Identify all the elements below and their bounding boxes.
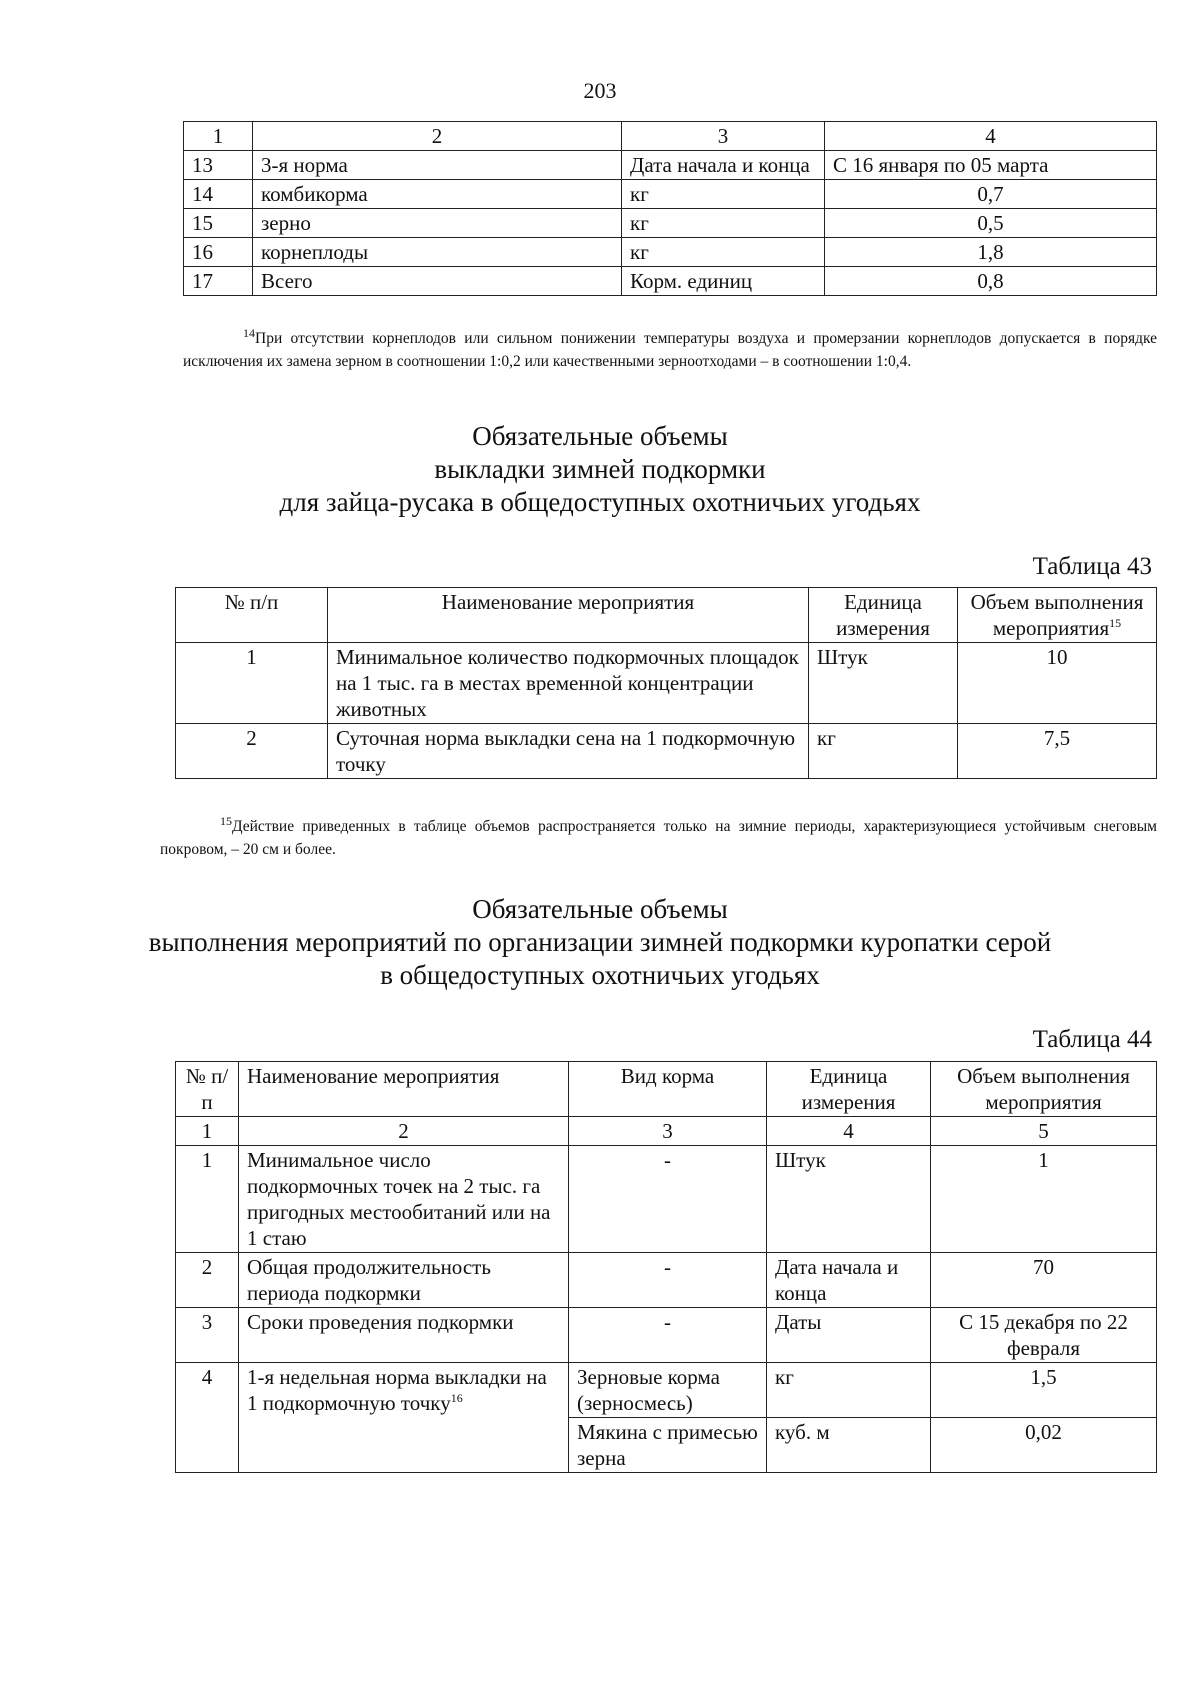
header-cell: № п/п bbox=[176, 588, 328, 643]
table-header-row bbox=[176, 588, 1157, 643]
table-44 bbox=[175, 1061, 1157, 1473]
table-cell: Зерновые корма (зерносмесь) bbox=[569, 1363, 767, 1418]
table-cell: 0,02 bbox=[931, 1418, 1157, 1473]
table-cell: 0,5 bbox=[825, 209, 1157, 238]
table-cell: 4 bbox=[176, 1363, 239, 1473]
table-43-label: Таблица 43 bbox=[1032, 553, 1152, 580]
table-cell: 14 bbox=[184, 180, 253, 209]
table-cell: 7,5 bbox=[958, 724, 1157, 779]
table-cell bbox=[239, 1363, 569, 1473]
table-cell: 1 bbox=[184, 122, 253, 151]
table-cell: 4 bbox=[767, 1117, 931, 1146]
table-cell: 3-я норма bbox=[253, 151, 622, 180]
table-cell: Дата начала и конца bbox=[622, 151, 825, 180]
table-cell: - bbox=[569, 1146, 767, 1253]
table-cell: Даты bbox=[767, 1308, 931, 1363]
heading-line: для зайца-русака в общедоступных охотничьих угодьях bbox=[279, 487, 921, 517]
table-cell: Общая продолжительность периода подкормки bbox=[239, 1253, 569, 1308]
table-cell: 10 bbox=[958, 643, 1157, 724]
table-cell: 3 bbox=[176, 1308, 239, 1363]
footnote-14 bbox=[183, 327, 1157, 373]
table-cell: Минимальное количество подкормочных площадок на 1 тыс. га в местах временной концентрации животных bbox=[328, 643, 809, 724]
table-cell: Мякина с примесью зерна bbox=[569, 1418, 767, 1473]
table-row bbox=[176, 1253, 1157, 1308]
table-cell: Дата начала и конца bbox=[767, 1253, 931, 1308]
footnote-mark: 14 bbox=[243, 325, 255, 340]
table-row bbox=[176, 1308, 1157, 1363]
table-cell: - bbox=[569, 1308, 767, 1363]
table-number-row bbox=[176, 1117, 1157, 1146]
header-cell: Единица измерения bbox=[809, 588, 958, 643]
table-row bbox=[176, 643, 1157, 724]
table-cell: кг bbox=[622, 180, 825, 209]
table-row bbox=[184, 209, 1157, 238]
table-cell: Минимальное число подкормочных точек на 2 тыс. га пригодных местообитаний или на 1 стаю bbox=[239, 1146, 569, 1253]
table-cell: 13 bbox=[184, 151, 253, 180]
table-cell: комбикорма bbox=[253, 180, 622, 209]
table-cell: 70 bbox=[931, 1253, 1157, 1308]
table-row bbox=[176, 1146, 1157, 1253]
table-cell: 3 bbox=[569, 1117, 767, 1146]
table-cell: 1,8 bbox=[825, 238, 1157, 267]
table-cell: кг bbox=[622, 238, 825, 267]
table-cell: 1 bbox=[176, 1117, 239, 1146]
table-row bbox=[184, 151, 1157, 180]
table-cell: Штук bbox=[767, 1146, 931, 1253]
table-cell: 4 bbox=[825, 122, 1157, 151]
header-cell bbox=[958, 588, 1157, 643]
table-cell: Штук bbox=[809, 643, 958, 724]
table-row bbox=[184, 267, 1157, 296]
table-cell: Суточная норма выкладки сена на 1 подкормочную точку bbox=[328, 724, 809, 779]
table-cell: 17 bbox=[184, 267, 253, 296]
table-cell: 16 bbox=[184, 238, 253, 267]
footnote-mark: 15 bbox=[1109, 616, 1122, 630]
table-cell: Корм. единиц bbox=[622, 267, 825, 296]
table-cell: корнеплоды bbox=[253, 238, 622, 267]
table-cell: кг bbox=[767, 1363, 931, 1418]
cell-text: 1-я недельная норма выкладки на 1 подкормочную точку bbox=[247, 1365, 547, 1415]
table-cell: 2 bbox=[253, 122, 622, 151]
table-cell: 1,5 bbox=[931, 1363, 1157, 1418]
heading-line: выкладки зимней подкормки bbox=[434, 454, 766, 484]
table-cell: Сроки проведения подкормки bbox=[239, 1308, 569, 1363]
header-cell: Вид корма bbox=[569, 1062, 767, 1117]
footnote-mark: 15 bbox=[220, 813, 232, 828]
heading-line: Обязательные объемы bbox=[472, 894, 728, 924]
table-row bbox=[176, 1363, 1157, 1418]
footnote-15 bbox=[160, 815, 1157, 861]
table-row bbox=[184, 180, 1157, 209]
table-row bbox=[176, 724, 1157, 779]
table-cell: 0,8 bbox=[825, 267, 1157, 296]
table-row bbox=[184, 238, 1157, 267]
table-row bbox=[184, 122, 1157, 151]
table-cell: кг bbox=[622, 209, 825, 238]
table-cell: 2 bbox=[239, 1117, 569, 1146]
table-cell: 2 bbox=[176, 724, 328, 779]
table-cell: - bbox=[569, 1253, 767, 1308]
table-cell: 1 bbox=[931, 1146, 1157, 1253]
table-cell: 2 bbox=[176, 1253, 239, 1308]
page-number: 203 bbox=[583, 78, 617, 103]
table-cell: куб. м bbox=[767, 1418, 931, 1473]
table-header-row bbox=[176, 1062, 1157, 1117]
table-cell: С 16 января по 05 марта bbox=[825, 151, 1157, 180]
header-cell: Наименование мероприятия bbox=[328, 588, 809, 643]
heading-table-44 bbox=[0, 893, 1200, 992]
table-cell: С 15 декабря по 22 февраля bbox=[931, 1308, 1157, 1363]
heading-table-43 bbox=[0, 420, 1200, 519]
table-cell: Всего bbox=[253, 267, 622, 296]
table-continued bbox=[183, 121, 1157, 296]
header-text: Объем выполнения мероприятия bbox=[970, 590, 1144, 640]
header-cell: № п/п bbox=[176, 1062, 239, 1117]
table-cell: 3 bbox=[622, 122, 825, 151]
heading-line: выполнения мероприятий по организации зимней подкормки куропатки серой bbox=[148, 927, 1052, 957]
table-cell: кг bbox=[809, 724, 958, 779]
table-cell: 1 bbox=[176, 643, 328, 724]
table-cell: 5 bbox=[931, 1117, 1157, 1146]
table-44-label: Таблица 44 bbox=[1032, 1026, 1152, 1053]
heading-line: Обязательные объемы bbox=[472, 421, 728, 451]
footnote-mark: 16 bbox=[450, 1391, 463, 1405]
footnote-text: Действие приведенных в таблице объемов распространяется только на зимние периоды, характеризующиеся устойчивым снеговым покровом, – 20 см и более. bbox=[160, 818, 1157, 858]
table-cell: зерно bbox=[253, 209, 622, 238]
table-cell: 15 bbox=[184, 209, 253, 238]
header-cell: Наименование мероприятия bbox=[239, 1062, 569, 1117]
heading-line: в общедоступных охотничьих угодьях bbox=[380, 960, 820, 990]
table-cell: 1 bbox=[176, 1146, 239, 1253]
header-cell: Единица измерения bbox=[767, 1062, 931, 1117]
footnote-text: При отсутствии корнеплодов или сильном понижении температуры воздуха и промерзании корнеплодов допускается в порядке исключения их замена зерном в соотношении 1:0,2 или качественными зерноотходами – в соотношении 1:0,4. bbox=[183, 330, 1157, 370]
header-cell: Объем выполнения мероприятия bbox=[931, 1062, 1157, 1117]
table-43 bbox=[175, 587, 1157, 779]
table-cell: 0,7 bbox=[825, 180, 1157, 209]
